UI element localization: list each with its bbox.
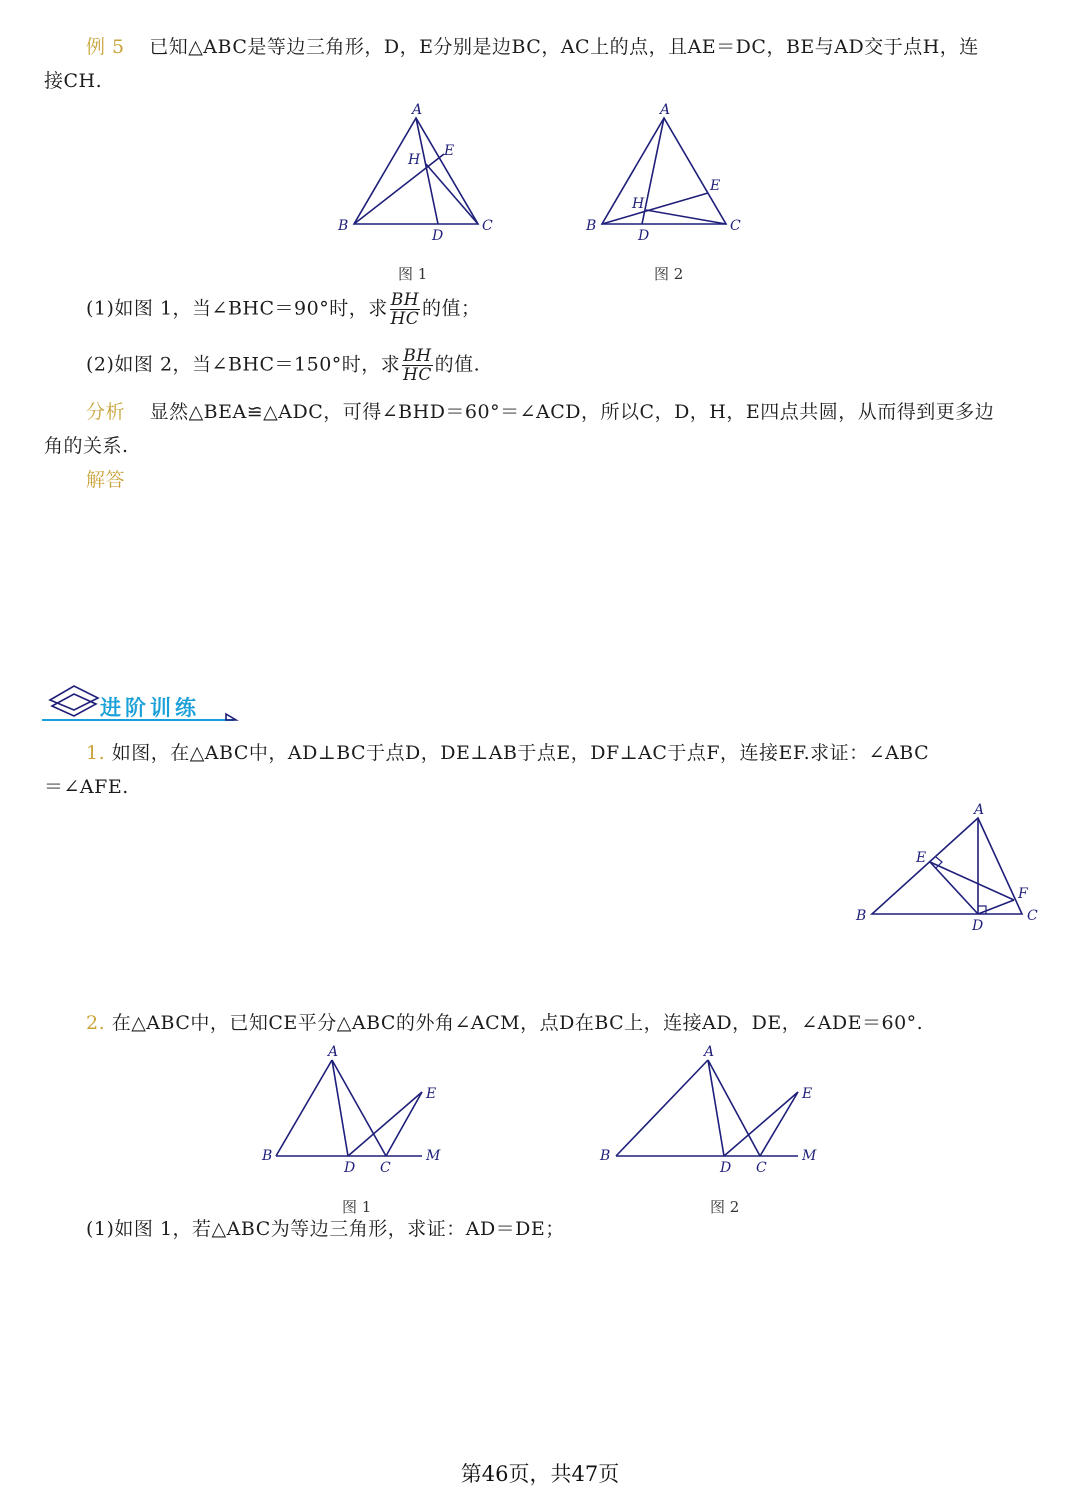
fig1-caption: 图 1 xyxy=(398,265,428,283)
label-f-p1: F xyxy=(1018,886,1028,902)
part-2-question xyxy=(86,347,480,384)
problem-1-line2: ＝∠AFE. xyxy=(44,776,129,798)
p2-fig2-caption: 图 2 xyxy=(710,1198,740,1216)
example-text-line1: 已知△ABC是等边三角形，D，E分别是边BC，AC上的点，且AE＝DC，BE与AD交于点H，连 xyxy=(149,36,979,58)
problem-2-part-1: (1)如图 1，若△ABC为等边三角形，求证：AD＝DE； xyxy=(86,1218,565,1240)
example-5-statement xyxy=(86,30,979,64)
example-text-line2: 接CH. xyxy=(44,70,103,92)
part-1-question xyxy=(86,291,481,328)
label-c-2: C xyxy=(730,218,741,234)
label-b-p1: B xyxy=(856,908,867,924)
frac-numerator: BH xyxy=(390,290,420,310)
fig2-caption: 图 2 xyxy=(654,265,684,283)
label-d-p2f2: D xyxy=(720,1160,732,1176)
label-a-p1: A xyxy=(974,802,985,818)
part2-post: 的值. xyxy=(434,353,481,376)
segment-de-p1 xyxy=(930,862,978,914)
label-d-2: D xyxy=(638,228,650,244)
problem2-figure1 xyxy=(256,1040,456,1180)
segment-ab-p2f2 xyxy=(616,1060,708,1156)
label-b-2: B xyxy=(586,218,597,234)
label-c: C xyxy=(482,218,493,234)
triangle-abc xyxy=(354,118,478,224)
label-e-p2f2: E xyxy=(802,1086,813,1102)
problem-1-line1: 如图，在△ABC中，AD⊥BC于点D，DE⊥AB于点E，DF⊥AC于点F，连接EF.求证：∠ABC xyxy=(111,742,930,764)
problem-1-statement xyxy=(86,736,929,770)
part1-post: 的值； xyxy=(422,297,481,320)
example5-figure2 xyxy=(580,100,760,245)
segment-ce-p2 xyxy=(386,1092,422,1156)
frac-numerator-2: BH xyxy=(403,346,432,366)
label-m-p2f2: M xyxy=(802,1148,817,1164)
label-a-2: A xyxy=(660,102,671,118)
segment-ad xyxy=(416,118,438,224)
problem-2-number: 2. xyxy=(86,1012,106,1034)
label-e: E xyxy=(444,143,455,159)
label-c-p1: C xyxy=(1027,908,1038,924)
label-e-2: E xyxy=(710,178,721,194)
label-c-p2f1: C xyxy=(380,1160,391,1176)
page-footer: 第46页，共47页 xyxy=(460,1462,620,1486)
part2-pre: (2)如图 2，当∠BHC＝150°时，求 xyxy=(86,353,401,376)
segment-de-p2 xyxy=(348,1092,422,1156)
label-b-p2f1: B xyxy=(262,1148,273,1164)
example5-figure1 xyxy=(330,100,510,245)
label-a-p2f2: A xyxy=(704,1044,715,1060)
label-a: A xyxy=(412,102,423,118)
problem-2-statement xyxy=(86,1006,923,1040)
label-b-p2f2: B xyxy=(600,1148,611,1164)
example-label: 例 5 xyxy=(86,36,125,58)
label-d-p1: D xyxy=(972,918,984,934)
label-h: H xyxy=(408,152,421,168)
triangle-abc-p1 xyxy=(872,818,1022,914)
analysis-line2: 角的关系. xyxy=(44,435,129,457)
label-d: D xyxy=(432,228,444,244)
segment-ab-p2 xyxy=(276,1060,332,1156)
segment-de-p2f2 xyxy=(724,1092,798,1156)
label-e-p1: E xyxy=(916,850,927,866)
segment-ch xyxy=(426,164,478,224)
segment-ch-2 xyxy=(646,210,726,224)
answer-label: 解答 xyxy=(86,469,126,491)
label-a-p2f1: A xyxy=(328,1044,339,1060)
segment-ad-2 xyxy=(642,118,664,224)
fraction-bh-hc xyxy=(390,291,420,328)
book-layer-icon xyxy=(52,694,96,716)
problem2-figure2 xyxy=(596,1040,826,1180)
label-e-p2f1: E xyxy=(426,1086,437,1102)
problem-1-number: 1. xyxy=(86,742,106,764)
label-c-p2f2: C xyxy=(756,1160,767,1176)
problem-2-line1: 在△ABC中，已知CE平分△ABC的外角∠ACM，点D在BC上，连接AD，DE，∠ADE＝60°. xyxy=(111,1012,924,1034)
analysis-line1: 显然△BEA≌△ADC，可得∠BHD＝60°＝∠ACD，所以C，D，H，E四点共圆，从而得到更多边 xyxy=(149,401,995,423)
frac-denominator-2: HC xyxy=(403,365,432,385)
frac-denominator: HC xyxy=(390,309,420,329)
p2-fig1-caption: 图 1 xyxy=(342,1198,372,1216)
label-b: B xyxy=(338,218,349,234)
fraction-bh-hc-2 xyxy=(402,347,432,384)
part1-pre: (1)如图 1，当∠BHC＝90°时，求 xyxy=(86,297,388,320)
analysis-block xyxy=(86,395,994,429)
problem1-figure xyxy=(850,800,1050,940)
label-m-p2f1: M xyxy=(426,1148,441,1164)
segment-ce-p2f2 xyxy=(760,1092,798,1156)
analysis-label: 分析 xyxy=(86,401,126,423)
label-h-2: H xyxy=(632,196,645,212)
segment-df-p1 xyxy=(978,900,1014,914)
label-d-p2f1: D xyxy=(344,1160,356,1176)
section-title: 进阶训练 xyxy=(100,696,200,720)
triangle-abc-2 xyxy=(602,118,726,224)
